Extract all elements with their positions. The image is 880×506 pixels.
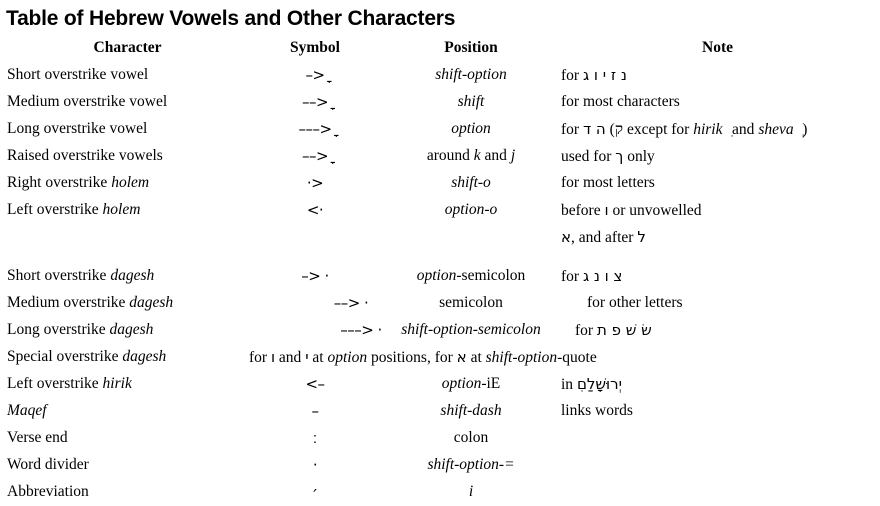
table-row <box>6 398 874 425</box>
symbol-glyph: –> · <box>301 267 329 285</box>
note-text-2: (ק except for <box>605 121 694 138</box>
cell-note: for most letters <box>561 174 655 191</box>
table-row <box>6 452 874 479</box>
desc-text-6: -quote <box>557 349 597 366</box>
cell-character <box>6 263 249 290</box>
character-text: Left overstrike <box>7 375 103 392</box>
cell-symbol <box>249 263 381 290</box>
cell-position: option <box>451 120 491 137</box>
note-text: before <box>561 202 605 219</box>
cell-character <box>6 197 249 224</box>
cell-character: Long overstrike vowel <box>7 120 148 137</box>
cell-position <box>381 452 561 479</box>
table-header-row <box>6 38 874 62</box>
character-term-dagesh: dagesh <box>110 267 155 284</box>
table-row <box>6 89 874 116</box>
note-text: in <box>561 376 577 393</box>
note-hebrew: ך <box>615 147 624 165</box>
position-key-shift-option: shift-option <box>427 456 499 473</box>
cell-position <box>381 263 561 290</box>
spacer-cell <box>561 251 874 263</box>
note-text: for <box>561 67 583 84</box>
cell-note <box>561 143 874 170</box>
character-text: Medium overstrike <box>7 294 130 311</box>
character-term-dagesh: dagesh <box>122 348 167 365</box>
column-header-character: Character <box>93 39 162 56</box>
note-hebrew: א <box>561 228 572 246</box>
table-row <box>6 290 874 317</box>
position-text: -= <box>498 456 515 473</box>
symbol-glyph: ׳ <box>311 483 319 501</box>
note-text-2: or unvowelled <box>608 202 702 219</box>
note-hebrew: ו <box>604 201 609 219</box>
position-key-j: j <box>510 147 516 164</box>
cell-position: option-o <box>444 201 498 218</box>
cell-position: shift-o <box>451 174 491 191</box>
table-row <box>6 224 874 251</box>
note-text: for <box>575 322 597 339</box>
position-text: -iE <box>481 375 501 392</box>
note-text: for <box>561 121 583 138</box>
symbol-glyph: ––> <box>301 147 329 165</box>
cell-character <box>6 290 249 317</box>
cell-symbol <box>249 116 381 143</box>
spacer-cell <box>249 251 381 263</box>
hebrew-vowels-table <box>6 38 874 506</box>
note-text: , and after <box>571 229 638 246</box>
note-text: used for <box>561 148 616 165</box>
cell-note <box>561 425 874 452</box>
note-hebrew-2: ל <box>637 228 646 246</box>
character-term-holem: holem <box>111 174 150 191</box>
cell-symbol <box>249 197 381 224</box>
note-hebrew: צ ו נ ג <box>582 267 623 285</box>
cell-character: Abbreviation <box>7 483 89 500</box>
desc-text-5: at <box>466 349 486 366</box>
desc-text-4: positions, for <box>367 349 457 366</box>
desc-hebrew-1: ו <box>270 348 276 366</box>
cell-character <box>6 344 249 371</box>
table-row <box>6 371 874 398</box>
table-row <box>6 197 874 224</box>
cell-position: colon <box>453 429 489 446</box>
note-hebrew: נ ז י ו ג <box>582 66 627 84</box>
cell-note <box>561 317 874 344</box>
note-text: for other letters <box>587 294 683 311</box>
symbol-glyph: <– <box>305 375 325 393</box>
cell-position: shift <box>457 93 485 110</box>
position-key-option: option <box>416 267 457 284</box>
character-term-dagesh: dagesh <box>109 321 154 338</box>
desc-key-option: option <box>327 349 368 366</box>
note-hebrew-2: ִ <box>722 120 733 138</box>
table-row <box>6 62 874 89</box>
desc-hebrew-3: א <box>456 348 467 366</box>
desc-hebrew-2: י <box>305 348 309 366</box>
cell-position <box>381 371 561 398</box>
cell-symbol <box>249 317 381 344</box>
cell-character: Word divider <box>7 456 89 473</box>
cell-character: Short overstrike vowel <box>7 66 149 83</box>
desc-text-1: for <box>249 349 271 366</box>
column-header-symbol: Symbol <box>290 39 340 56</box>
note-term-hirik: hirik <box>693 121 723 138</box>
cell-position: shift-dash <box>440 402 502 419</box>
cell-note <box>561 452 874 479</box>
symbol-glyph: ––> <box>301 93 329 111</box>
cell-symbol <box>249 371 381 398</box>
symbol-glyph: <· <box>306 201 324 219</box>
symbol-glyph: – <box>311 402 319 420</box>
table-row <box>6 116 874 143</box>
page-title: Table of Hebrew Vowels and Other Characters <box>6 7 456 30</box>
cell-position: i <box>468 483 474 500</box>
column-header-note: Note <box>702 39 733 56</box>
symbol-glyph: · <box>312 456 318 474</box>
cell-character: Verse end <box>7 429 68 446</box>
cell-description <box>249 344 874 371</box>
table-row <box>6 425 874 452</box>
cell-symbol <box>249 143 381 170</box>
note-hebrew-3: ְ <box>793 120 799 138</box>
cell-character <box>6 170 249 197</box>
cell-note <box>561 89 874 116</box>
note-hebrew: שׂ שׁ פ ת <box>596 321 652 339</box>
character-text: Right overstrike <box>7 174 112 191</box>
cell-character: Medium overstrike vowel <box>7 93 168 110</box>
position-text: -semicolon <box>472 321 541 338</box>
position-text-2: and <box>480 147 511 164</box>
cell-note <box>561 197 874 224</box>
cell-symbol <box>249 479 381 506</box>
cell-symbol <box>249 398 381 425</box>
cell-position <box>381 224 561 251</box>
cell-note: links words <box>561 402 633 419</box>
table-header <box>6 38 874 62</box>
note-text-4: ) <box>798 121 808 138</box>
character-text: Short overstrike <box>7 267 111 284</box>
cell-character <box>6 371 249 398</box>
cell-note <box>561 479 874 506</box>
symbol-glyph: –––> · <box>340 321 382 339</box>
note-text-3: and <box>732 121 759 138</box>
character-text: Special overstrike <box>7 348 123 365</box>
note-text-2: only <box>623 148 655 165</box>
cell-position <box>381 317 561 344</box>
desc-key-shift-option: shift-option <box>485 349 558 366</box>
symbol-glyph: ·> <box>306 174 324 192</box>
table-row <box>6 479 874 506</box>
cell-symbol <box>249 290 381 317</box>
cell-note <box>561 224 874 251</box>
table-row <box>6 344 874 371</box>
cell-note <box>561 116 874 143</box>
note-hebrew: יְרוּשָׁלַםִ <box>576 375 622 393</box>
desc-text-2: and <box>275 349 306 366</box>
table-spacer-row <box>6 251 874 263</box>
character-term-holem: holem <box>102 201 141 218</box>
spacer-cell <box>381 251 561 263</box>
desc-text-3: at <box>308 349 328 366</box>
cell-position <box>381 143 561 170</box>
position-text: -semicolon <box>456 267 526 284</box>
symbol-glyph: ––> · <box>333 294 369 312</box>
symbol-glyph: –––> <box>298 120 332 138</box>
symbol-glyph: ׃ <box>312 429 318 447</box>
character-term-hirik: hirik <box>102 375 132 392</box>
column-header-position: Position <box>444 39 498 56</box>
character-term-dagesh: dagesh <box>129 294 174 311</box>
cell-position: shift-option <box>435 66 507 83</box>
cell-symbol <box>249 89 381 116</box>
note-text: for <box>561 268 583 285</box>
character-text: Long overstrike <box>7 321 110 338</box>
note-text: for most characters <box>561 93 680 110</box>
cell-symbol <box>249 224 381 251</box>
position-key-option: option <box>441 375 482 392</box>
position-key-shift-option: shift-option <box>401 321 473 338</box>
cell-character: Maqef <box>7 402 47 419</box>
note-hebrew: ה ד <box>582 120 606 138</box>
cell-character <box>6 224 249 251</box>
cell-position: semicolon <box>439 294 503 311</box>
cell-symbol <box>249 170 381 197</box>
cell-note <box>561 62 874 89</box>
cell-character: Raised overstrike vowels <box>7 147 163 164</box>
cell-symbol <box>249 452 381 479</box>
position-text: around <box>426 147 474 164</box>
symbol-glyph: –> <box>305 66 325 84</box>
cell-note <box>561 263 874 290</box>
character-text: Left overstrike <box>7 201 103 218</box>
table-row <box>6 263 874 290</box>
note-term-sheva: sheva <box>758 121 794 138</box>
cell-symbol <box>249 425 381 452</box>
spacer-cell <box>6 251 249 263</box>
table-row <box>6 143 874 170</box>
table-body <box>6 62 874 506</box>
position-key-k: k <box>473 147 481 164</box>
cell-note <box>561 371 874 398</box>
table-row <box>6 317 874 344</box>
cell-character <box>6 317 249 344</box>
cell-note <box>561 290 874 317</box>
cell-symbol <box>249 62 381 89</box>
table-row <box>6 170 874 197</box>
